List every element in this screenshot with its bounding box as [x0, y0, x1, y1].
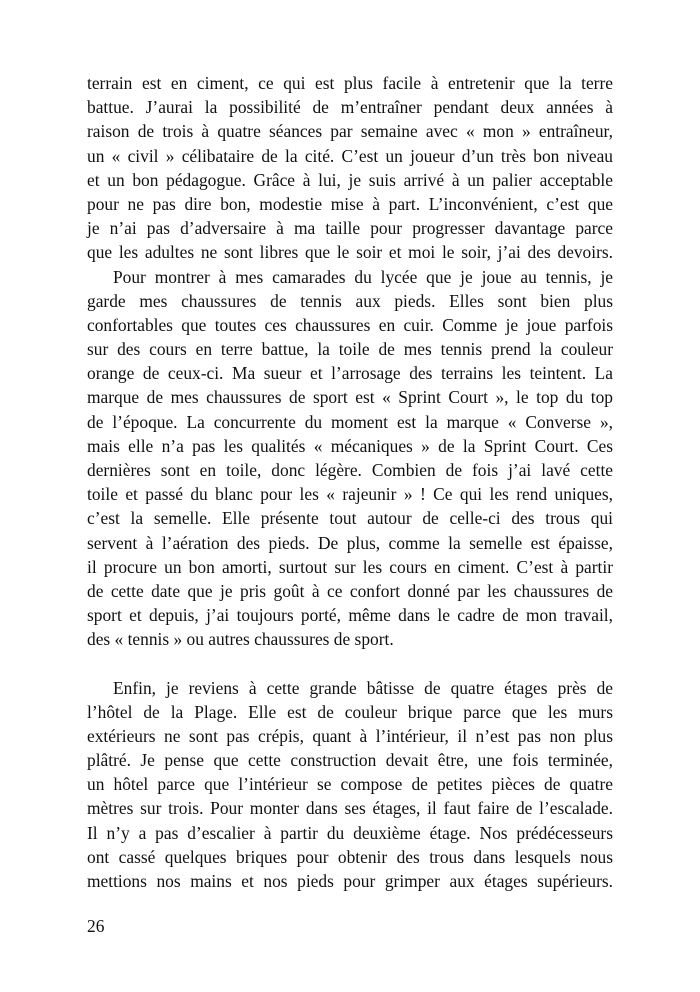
text-line: toile et passé du blanc pour les « rajeunir » ! Ce qui les rend uniques, [87, 484, 613, 505]
paragraph-2 [87, 265, 613, 652]
text-line: terrain est en ciment, ce qui est plus facile à entretenir que la terre [87, 73, 613, 93]
text-line: mètres sur trois. Pour monter dans ses étages, il faut faire de l’escalade. [87, 798, 613, 819]
text-line: un « civil » célibataire de la cité. C’est un joueur d’un très bon niveau [87, 145, 613, 166]
text-line: mettions nos mains et nos pieds pour grimper aux étages supérieurs. [87, 871, 613, 891]
text-line: Pour montrer à mes camarades du lycée que je joue au tennis, je [113, 266, 613, 287]
text-line: plâtré. Je pense que cette construction devait être, une fois terminée, [87, 750, 613, 771]
text-line: de cette date que je pris goût à ce confort donné par les chaussures de [87, 580, 613, 601]
page-number: 26 [87, 916, 105, 936]
text-line: sport et depuis, j’ai toujours porté, même dans le cadre de mon travail, [87, 605, 613, 626]
text-line: l’hôtel de la Plage. Elle est de couleur brique parce que les murs [87, 701, 613, 722]
text-line: je n’ai pas d’adversaire à ma taille pour progresser davantage parce [87, 218, 613, 239]
text-line: et un bon pédagogue. Grâce à lui, je suis arrivé à un palier acceptable [87, 169, 613, 190]
text-line: ont cassé quelques briques pour obtenir des trous dans lesquels nous [87, 846, 613, 867]
text-line: servent à l’aération des pieds. De plus, comme la semelle est épaisse, [87, 532, 613, 553]
text-line: extérieurs ne sont pas crépis, quant à l’intérieur, il n’est pas non plus [87, 725, 613, 746]
text-line: un hôtel parce que l’intérieur se compose de petites pièces de quatre [87, 774, 613, 795]
text-line: garde mes chaussures de tennis aux pieds. Elles sont bien plus [87, 290, 613, 311]
text-line: Enfin, je reviens à cette grande bâtisse de quatre étages près de [113, 677, 613, 698]
section-break [87, 652, 613, 676]
text-line: mais elle n’a pas les qualités « mécaniques » de la Sprint Court. Ces [87, 435, 613, 456]
text-line: battue. J’aurai la possibilité de m’entraîner pendant deux années à [87, 97, 613, 118]
text-line: orange de ceux-ci. Ma sueur et l’arrosage des terrains les teintent. La [87, 363, 613, 384]
text-line: Il n’y a pas d’escalier à partir du deuxième étage. Nos prédécesseurs [87, 822, 613, 843]
text-line: dernières sont en toile, donc légère. Combien de fois j’ai lavé cette [87, 460, 613, 480]
text-line: que les adultes ne sont libres que le soir et moi le soir, j’ai des devoirs. [87, 242, 613, 263]
text-line: pour ne pas dire bon, modestie mise à part. L’inconvénient, c’est que [87, 193, 613, 214]
text-line: c’est la semelle. Elle présente tout autour de celle-ci des trous qui [87, 508, 613, 529]
paragraph-3 [87, 676, 613, 894]
text-line: confortables que toutes ces chaussures en cuir. Comme je joue parfois [87, 314, 613, 335]
text-line: raison de trois à quatre séances par semaine avec « mon » entraîneur, [87, 121, 613, 142]
text-line: des « tennis » ou autres chaussures de sport. [87, 629, 394, 650]
page-body [87, 71, 613, 893]
paragraph-1 [87, 71, 613, 265]
text-line: de l’époque. La concurrente du moment est la marque « Converse », [87, 411, 613, 432]
text-line: il procure un bon amorti, surtout sur les cours en ciment. C’est à partir [87, 556, 613, 577]
text-line: sur des cours en terre battue, la toile de mes tennis prend la couleur [87, 339, 613, 360]
text-line: marque de mes chaussures de sport est « Sprint Court », le top du top [87, 387, 613, 408]
